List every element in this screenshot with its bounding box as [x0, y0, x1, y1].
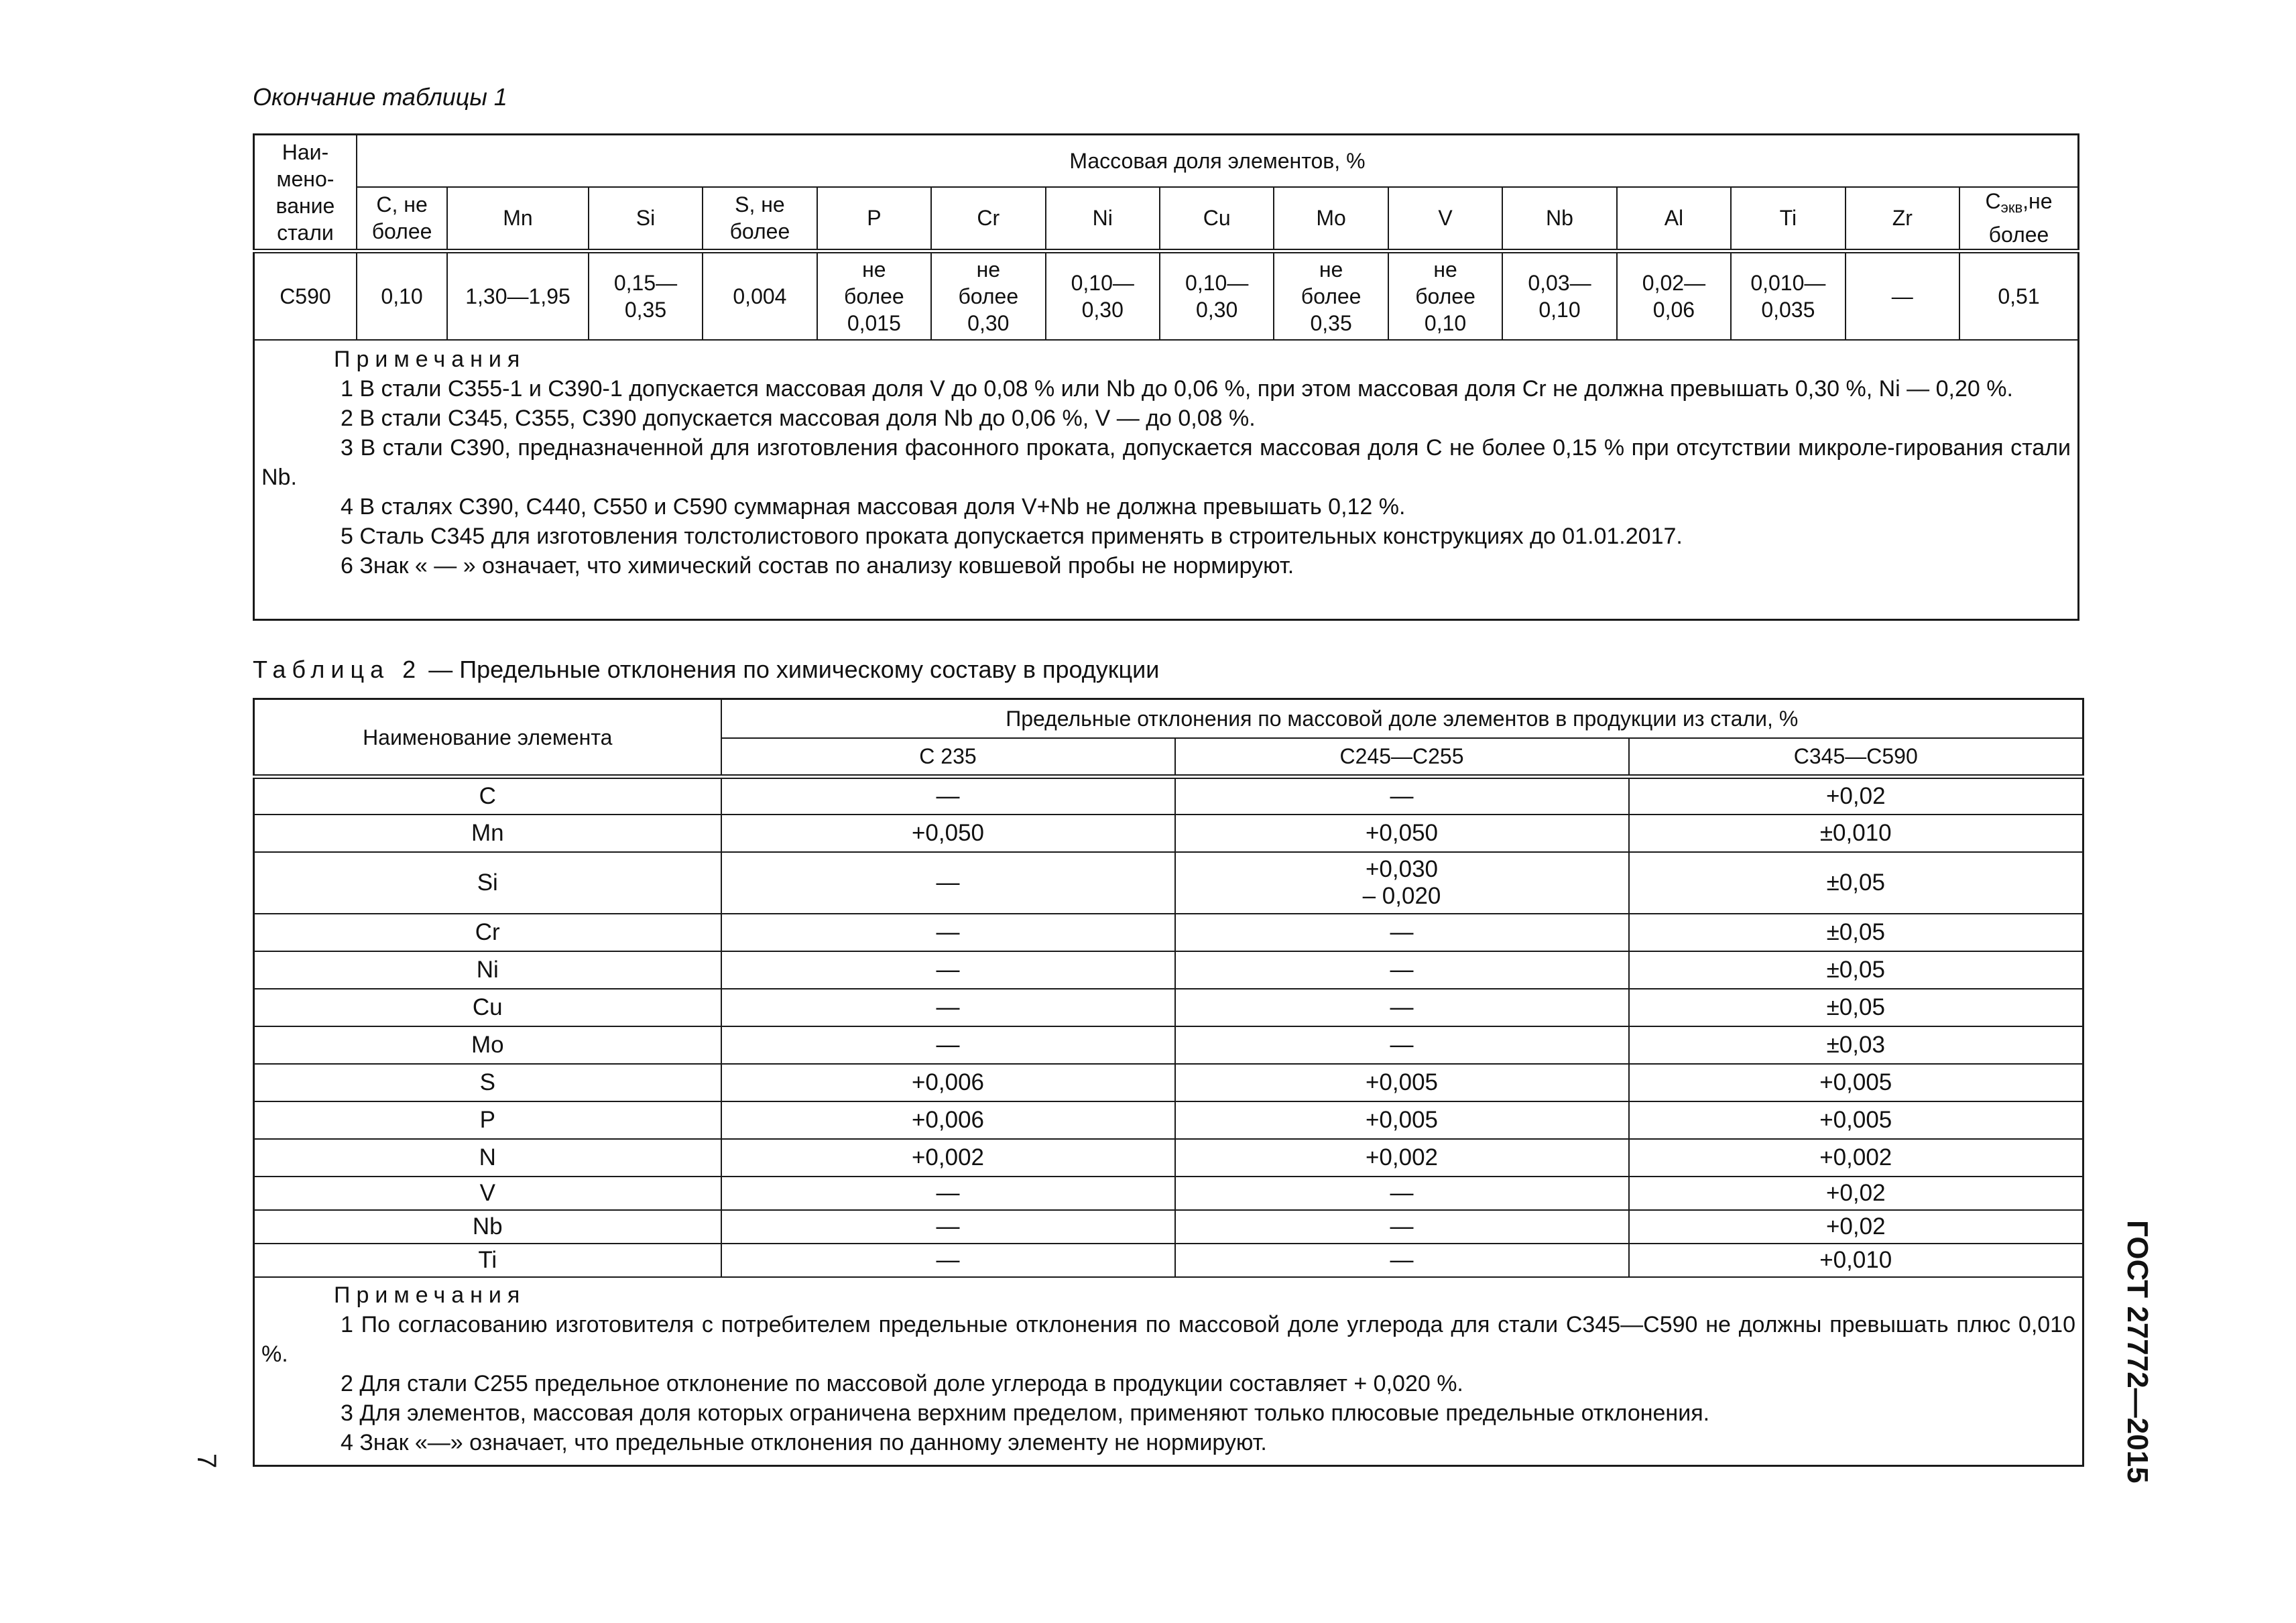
table2-cell: +0,006	[721, 1064, 1175, 1101]
table2-cell: Si	[254, 852, 721, 914]
col-header: C, не более	[357, 187, 447, 251]
table2-notes	[254, 1277, 2083, 1466]
table2-cell: +0,005	[1629, 1064, 2083, 1101]
table2-cell: +0,010	[1629, 1244, 2083, 1277]
table1-notes	[254, 340, 2079, 620]
table2-caption-label: Таблица 2	[253, 656, 422, 683]
table1-cell: 0,10— 0,30	[1046, 251, 1160, 340]
table1-cell: 0,004	[703, 251, 817, 340]
table1-cell: 0,10	[357, 251, 447, 340]
page-number: 7	[192, 1453, 221, 1469]
table2-cell: N	[254, 1139, 721, 1177]
table1-cell: С590	[254, 251, 357, 340]
note: 4 В сталях С390, С440, С550 и С590 суммарная массовая доля V+Nb не должна превышать 0,12 %.	[341, 493, 1406, 520]
table2-cell: Cr	[254, 914, 721, 951]
note: 4 Знак «—» означает, что предельные отклонения по данному элементу не нормируют.	[341, 1429, 1267, 1455]
table1-cell: 0,15— 0,35	[589, 251, 703, 340]
table2-cell: —	[1175, 1026, 1629, 1064]
table2-cell: Mo	[254, 1026, 721, 1064]
col-header: Ni	[1046, 187, 1160, 251]
table2-cell: —	[721, 1177, 1175, 1210]
col-header-ceq: $C_{экв},не$ более	[1959, 187, 2078, 251]
table1-cell: 0,51	[1959, 251, 2078, 340]
table1-cell: 1,30—1,95	[447, 251, 589, 340]
table2-cell: +0,02	[1629, 777, 2083, 815]
table2-cell: +0,005	[1175, 1101, 1629, 1139]
table2-head-col: С245—С255	[1175, 738, 1629, 777]
table2-cell: +0,02	[1629, 1210, 2083, 1244]
col-header: Zr	[1846, 187, 1959, 251]
table2-cell: ±0,05	[1629, 989, 2083, 1026]
table2-cell: Ti	[254, 1244, 721, 1277]
table2-cell: +0,030 – 0,020	[1175, 852, 1629, 914]
table2-cell: Mn	[254, 815, 721, 852]
table2-cell: —	[1175, 777, 1629, 815]
table1-group-header: Массовая доля элементов, %	[357, 135, 2079, 187]
table2-caption	[253, 656, 1159, 684]
col-header: P	[817, 187, 931, 251]
table2-cell: ±0,05	[1629, 951, 2083, 989]
col-header: Si	[589, 187, 703, 251]
table1-cell: не более 0,015	[817, 251, 931, 340]
table2-cell: —	[721, 951, 1175, 989]
table2-cell: Ni	[254, 951, 721, 989]
table2-cell: —	[1175, 1177, 1629, 1210]
table2-cell: —	[721, 1244, 1175, 1277]
col-header: Cu	[1160, 187, 1274, 251]
table2-cell: —	[1175, 1210, 1629, 1244]
table1-cell: 0,03— 0,10	[1502, 251, 1616, 340]
col-header: Nb	[1502, 187, 1616, 251]
table2-caption-text: — Предельные отклонения по химическому составу в продукции	[422, 656, 1160, 683]
note: 1 По согласованию изготовителя с потребителем предельные отклонения по массовой доле углерода для стали С345—С590 не должны превышать плюс 0,010 %.	[261, 1311, 2075, 1367]
table2-cell: +0,005	[1175, 1064, 1629, 1101]
note: 6 Знак « — » означает, что химический состав по анализу ковшевой пробы не нормируют.	[341, 552, 1294, 579]
table2-head-col: С345—С590	[1629, 738, 2083, 777]
table2-cell: —	[721, 914, 1175, 951]
table2-head-name: Наименование элемента	[254, 699, 721, 777]
table1-continuation-caption: Окончание таблицы 1	[253, 83, 507, 111]
notes-title: Примечания	[334, 346, 526, 372]
table2	[253, 698, 2084, 1467]
table2-cell: P	[254, 1101, 721, 1139]
table2-cell: —	[721, 989, 1175, 1026]
table2-cell: +0,050	[1175, 815, 1629, 852]
note: 3 Для элементов, массовая доля которых ограничена верхним пределом, применяют только плюсовые предельные отклонения.	[341, 1400, 1710, 1426]
table1	[253, 133, 2079, 621]
table2-cell: Nb	[254, 1210, 721, 1244]
table2-cell: C	[254, 777, 721, 815]
col-header: Mn	[447, 187, 589, 251]
table2-cell: —	[721, 852, 1175, 914]
table2-cell: +0,02	[1629, 1177, 2083, 1210]
table2-cell: —	[1175, 1244, 1629, 1277]
table2-cell: +0,006	[721, 1101, 1175, 1139]
standard-designation: ГОСТ 27772—2015	[2121, 1220, 2154, 1484]
table2-cell: Cu	[254, 989, 721, 1026]
note: 3 В стали С390, предназначенной для изготовления фасонного проката, допускается массовая доля С не более 0,15 % при отсутствии микроле-гирования стали Nb.	[261, 434, 2071, 490]
table2-cell: —	[721, 1026, 1175, 1064]
table1-cell: 0,02— 0,06	[1617, 251, 1731, 340]
notes-title: Примечания	[334, 1282, 526, 1308]
table1-cell: не более 0,30	[931, 251, 1045, 340]
table2-cell: ±0,010	[1629, 815, 2083, 852]
col-header: Al	[1617, 187, 1731, 251]
table2-cell: +0,002	[1175, 1139, 1629, 1177]
table1-cell: —	[1846, 251, 1959, 340]
table2-head-group: Предельные отклонения по массовой доле элементов в продукции из стали, %	[721, 699, 2083, 738]
table1-cell: не более 0,35	[1274, 251, 1388, 340]
table2-cell: —	[1175, 989, 1629, 1026]
table1-cell: 0,10— 0,30	[1160, 251, 1274, 340]
note: 2 Для стали С255 предельное отклонение по массовой доле углерода в продукции составляет + 0,020 %.	[341, 1370, 1463, 1396]
note: 5 Сталь С345 для изготовления толстолистового проката допускается применять в строительных конструкциях до 01.01.2017.	[341, 523, 1683, 549]
table2-cell: S	[254, 1064, 721, 1101]
table1-cell: не более 0,10	[1388, 251, 1502, 340]
table2-cell: ±0,05	[1629, 914, 2083, 951]
table2-cell: —	[1175, 914, 1629, 951]
col-header: Cr	[931, 187, 1045, 251]
col-header: Ti	[1731, 187, 1845, 251]
table2-cell: —	[721, 777, 1175, 815]
table2-cell: —	[1175, 951, 1629, 989]
table2-cell: V	[254, 1177, 721, 1210]
table2-cell: —	[721, 1210, 1175, 1244]
table2-cell: ±0,03	[1629, 1026, 2083, 1064]
table2-cell: +0,002	[721, 1139, 1175, 1177]
table2-cell: ±0,05	[1629, 852, 2083, 914]
table2-cell: +0,050	[721, 815, 1175, 852]
table2-cell: +0,005	[1629, 1101, 2083, 1139]
table2-head-col: С 235	[721, 738, 1175, 777]
note: 2 В стали С345, С355, С390 допускается массовая доля Nb до 0,06 %, V — до 0,08 %.	[341, 405, 1256, 431]
col-header: V	[1388, 187, 1502, 251]
table1-cell: 0,010— 0,035	[1731, 251, 1845, 340]
col-header: S, не более	[703, 187, 817, 251]
table1-rowhead: Наи- мено- вание стали	[254, 135, 357, 251]
col-header: Mo	[1274, 187, 1388, 251]
note: 1 В стали С355-1 и С390-1 допускается массовая доля V до 0,08 % или Nb до 0,06 %, при этом массовая доля Cr не должна превышать 0,30 %, Ni — 0,20 %.	[341, 375, 2013, 402]
table2-cell: +0,002	[1629, 1139, 2083, 1177]
